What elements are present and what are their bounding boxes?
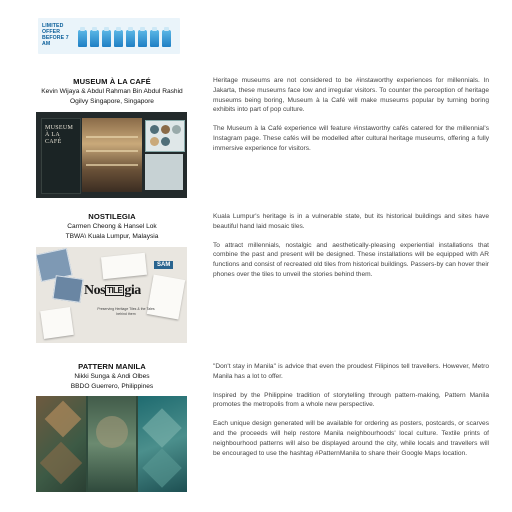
nostilegia-logo: Nos TILE gia xyxy=(84,283,141,298)
paragraph: Each unique design generated will be available for ordering as posters, postcards, or scarves and the proceeds will help restore Manila neighbourhoods' local culture. Textile prints of neighbourhood patterns will also be displayed around the city, while locals and travellers will be encouraged to use the hashtag #PatternManila to share their Google Maps location. xyxy=(213,420,489,457)
banner-headline: LIMITED OFFER BEFORE 7 AM xyxy=(42,23,69,47)
water-bottle-icon xyxy=(162,30,171,47)
postcard xyxy=(40,307,74,339)
entry-title: MUSEUM À LA CAFÉ xyxy=(73,77,151,86)
water-bottle-icon xyxy=(126,30,135,47)
water-bottle-icon xyxy=(150,30,159,47)
entry-authors: Kevin Wijaya & Abdul Rahman Bin Abdul Rashid xyxy=(41,88,183,95)
entry-title: PATTERN MANILA xyxy=(78,362,146,371)
water-bottle-icon xyxy=(90,30,99,47)
entry-agency: Ogilvy Singapore, Singapore xyxy=(70,98,154,105)
entry-thumbnail-museum xyxy=(36,112,187,198)
cafe-photo-secondary xyxy=(145,154,183,190)
entry-title: NOSTILEGIA xyxy=(88,212,136,221)
entry-agency: BBDO Guerrero, Philippines xyxy=(70,383,154,390)
entry-header-museum xyxy=(36,77,188,107)
water-bottle-icon xyxy=(138,30,147,47)
water-bottle-icon xyxy=(102,30,111,47)
mosaic-tile xyxy=(52,275,83,303)
postcard xyxy=(101,253,147,279)
paragraph: To attract millennials, nostalgic and aesthetically-pleasing experiential installations that combine the past and present will be designed. These installations will be equipped with AR functions and consist of recreated old tiles from historical buildings. Passers-by can hover their phones over the tiles to unveil the stories behind them. xyxy=(213,241,489,278)
paragraph: The Museum à la Café experience will feature #instaworthy cafés catered for the millennial's Instagram page. These cafés will be modelled after cultural heritage museums, offering a fully immersive experience for visitors. xyxy=(213,125,489,152)
entry-agency: TBWA\ Kuala Lumpur, Malaysia xyxy=(65,233,159,240)
cafe-interior-photo xyxy=(82,118,142,192)
entry-thumbnail-pattern-manila xyxy=(36,396,187,492)
entry-header-nostilegia xyxy=(36,212,188,242)
museum-logo-text: MUSEUM À LA CAFÉ xyxy=(45,125,74,145)
museum-poster xyxy=(41,118,81,194)
entry-authors: Nikki Sunga & Andi Olbes xyxy=(74,373,150,380)
paragraph: Inspired by the Philippine tradition of storytelling through pattern-making, Pattern Manila promotes the metropolis from a whole new perspective. xyxy=(213,391,489,409)
water-bottle-icon xyxy=(78,30,87,47)
entry-authors: Carmen Cheong & Hansel Lok xyxy=(67,223,157,230)
entry-description-museum xyxy=(213,76,489,163)
entry-thumbnail-nostilegia xyxy=(36,247,187,343)
paragraph: Heritage museums are not considered to be #instaworthy experiences for millennials. In Jakarta, these museums face low and irregular visitors. To counter the perception of heritage museums being boring, Museum à la Café will make museums popular by turning boring exhibits into part of pop culture. xyxy=(213,77,489,114)
entry-header-pattern-manila xyxy=(36,362,188,392)
paragraph: Kuala Lumpur's heritage is in a vulnerable state, but its historical buildings and sites have beautiful hand laid mosaic tiles. xyxy=(213,213,489,230)
water-bottle-icon xyxy=(114,30,123,47)
brand-badge: SAM xyxy=(154,261,173,269)
logo-tagline: Preserving Heritage Tiles & the Tales behind them xyxy=(97,307,155,316)
entry-description-nostilegia xyxy=(213,212,489,289)
instagram-screen xyxy=(145,120,185,152)
entry-description-pattern-manila xyxy=(213,362,489,467)
promo-banner-image xyxy=(38,18,180,54)
paragraph: "Don't stay in Manila" is advice that even the proudest Filipinos tell travellers. However, Metro Manila has a lot to offer. xyxy=(213,363,489,380)
